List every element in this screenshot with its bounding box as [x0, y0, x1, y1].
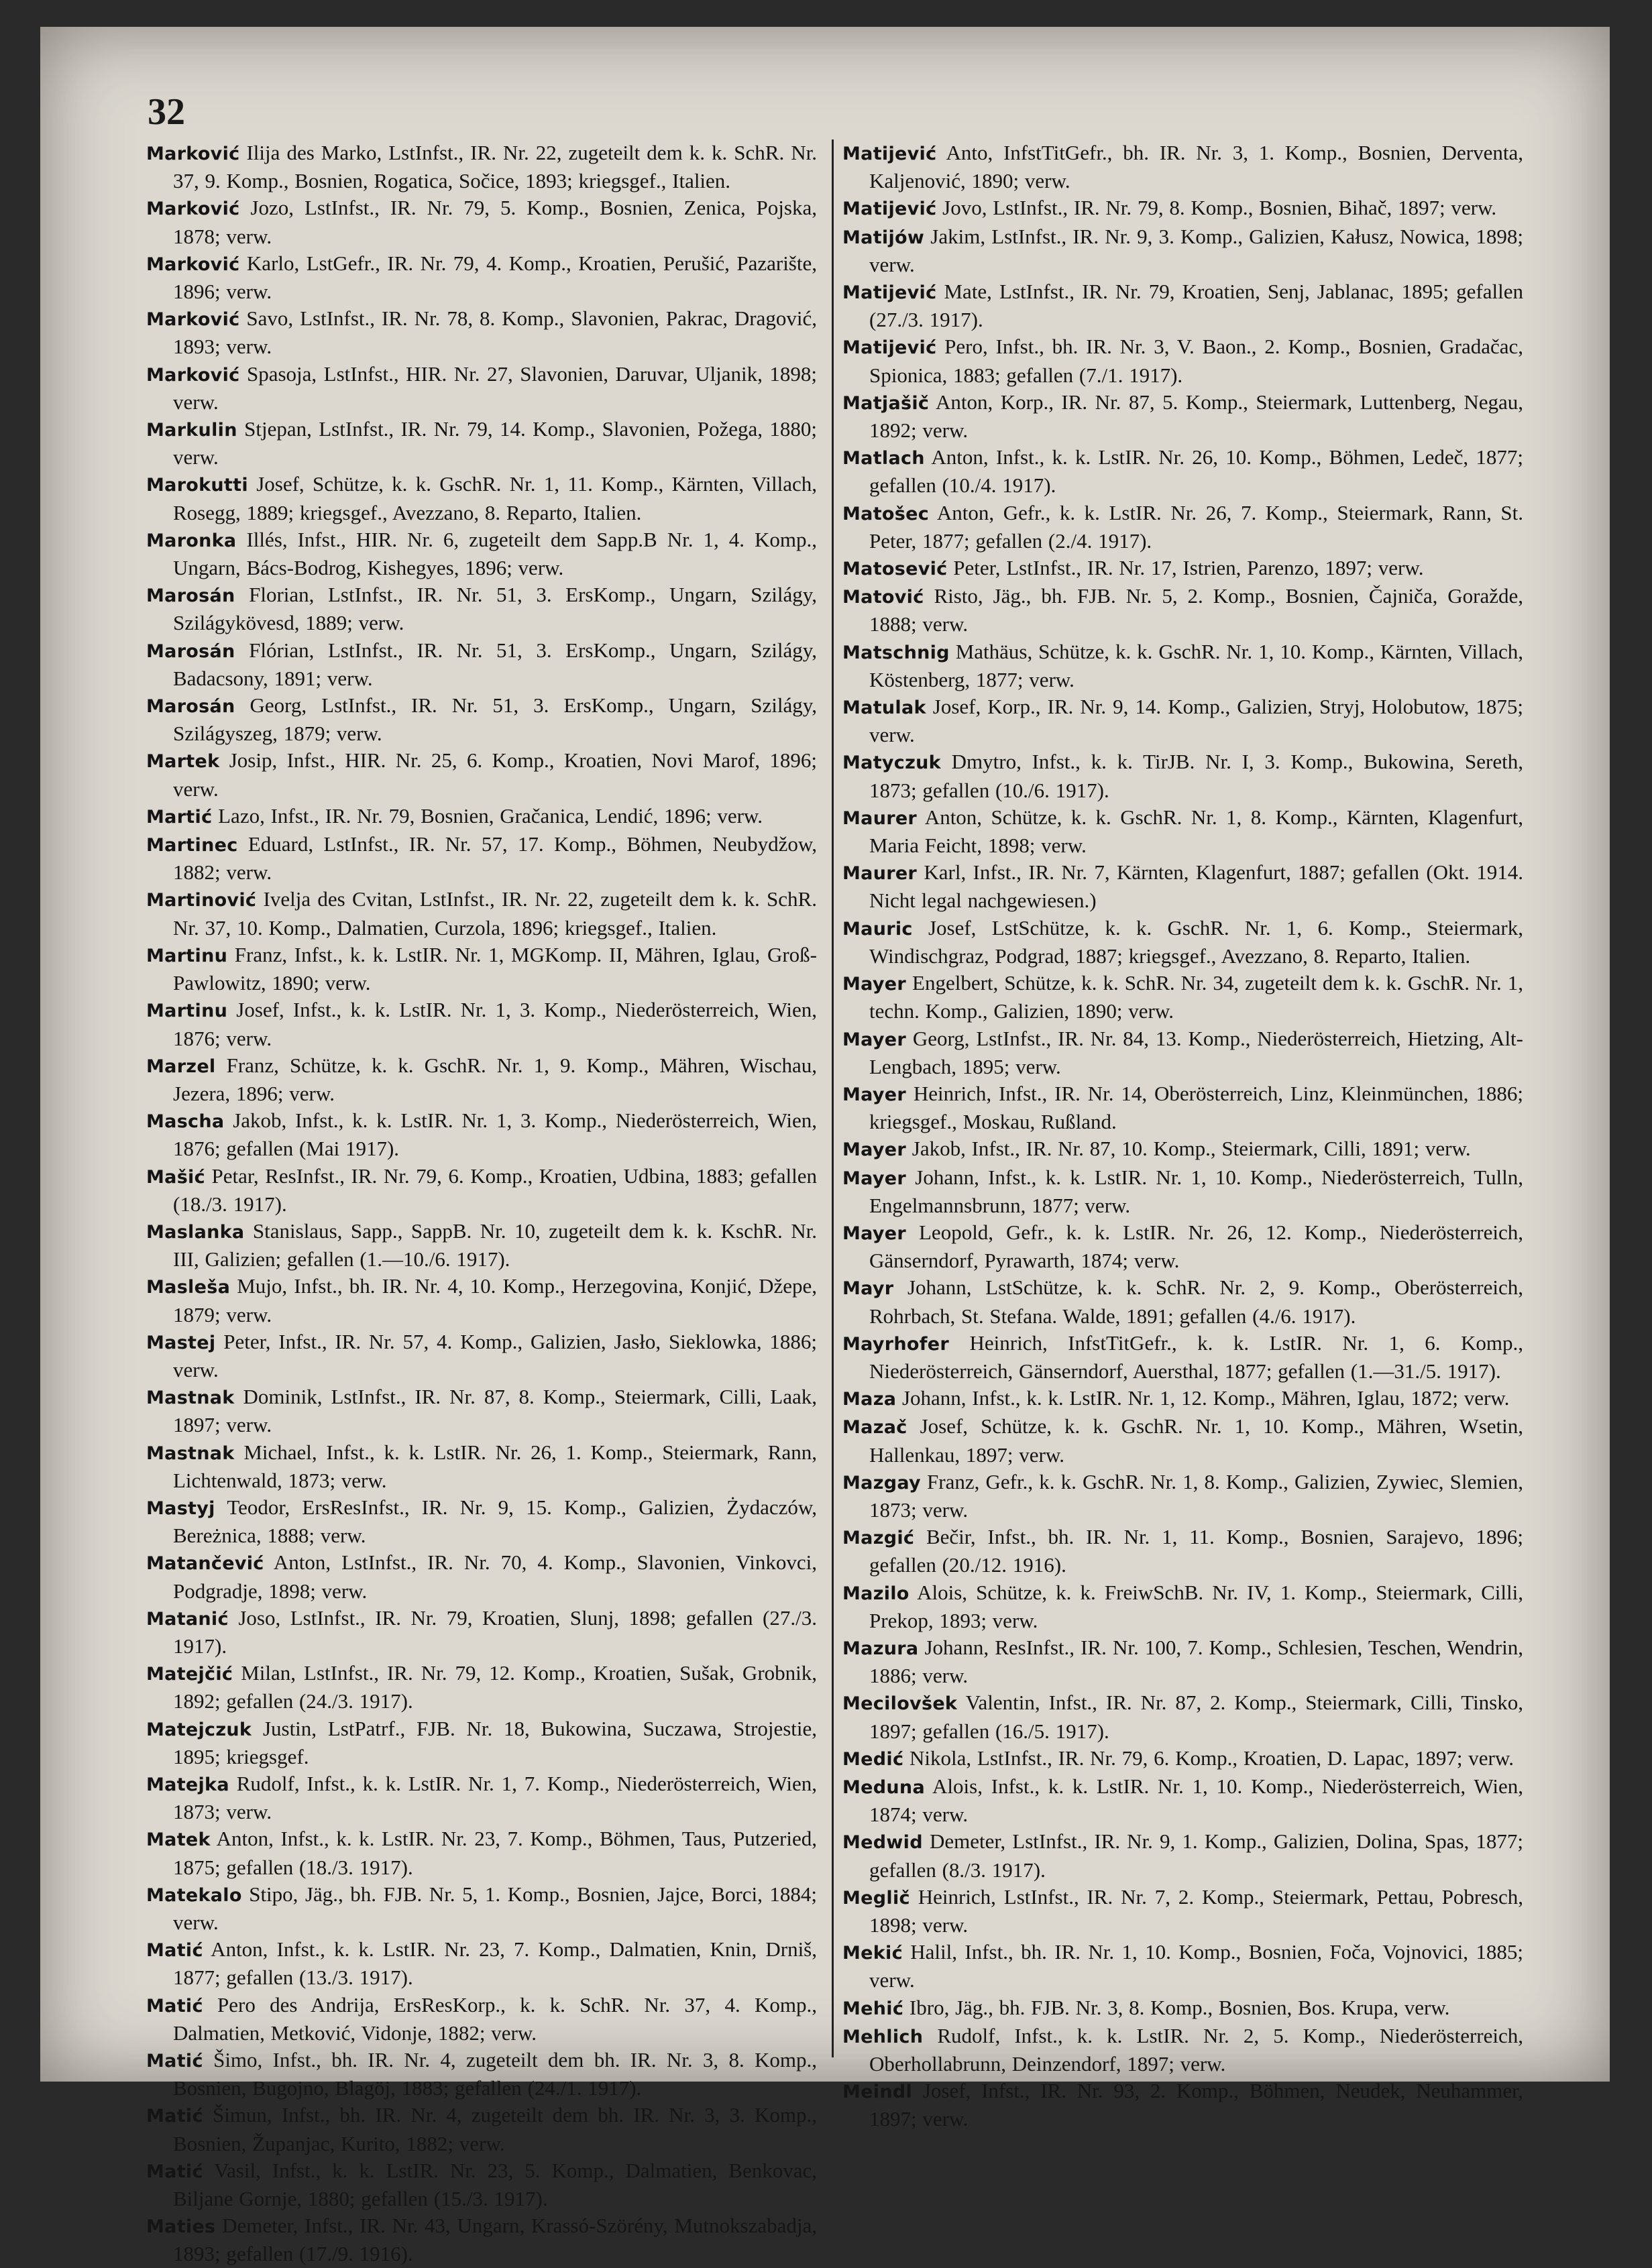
register-entry: [842, 1579, 1523, 1634]
entry-details: Josef, LstSchütze, k. k. GschR. Nr. 1, 6. Komp., Steiermark, Windischgraz, Podgrad, 1887; kriegsgef., Avezzano, 8. Reparto, Italien.: [869, 915, 1523, 968]
register-entry: [146, 305, 817, 360]
register-entry: [842, 139, 1523, 194]
entry-surname: Matulak: [842, 697, 926, 719]
register-entry: [842, 194, 1523, 223]
entry-surname: Matejčić: [146, 1664, 233, 1685]
entry-details: Josip, Infst., HIR. Nr. 25, 6. Komp., Kroatien, Novi Marof, 1896; verw.: [173, 748, 817, 801]
entry-surname: Matijević: [842, 282, 937, 304]
register-entry: [842, 915, 1523, 970]
register-entry: [842, 1689, 1523, 1744]
entry-details: Heinrich, Infst., IR. Nr. 14, Oberösterreich, Linz, Kleinmünchen, 1886; kriegsgef., Moskau, Rußland.: [869, 1081, 1523, 1134]
entry-details: Franz, Infst., k. k. LstIR. Nr. 1, MGKomp. II, Mähren, Iglau, Groß-Pawlowitz, 1890; verw.: [173, 942, 817, 995]
entry-details: Johann, Infst., k. k. LstIR. Nr. 1, 12. Komp., Mähren, Iglau, 1872; verw.: [896, 1386, 1510, 1410]
entry-details: Michael, Infst., k. k. LstIR. Nr. 26, 1. Komp., Steiermark, Rann, Lichtenwald, 1873; verw.: [173, 1440, 817, 1492]
entry-details: Anton, Infst., k. k. LstIR. Nr. 23, 7. Komp., Dalmatien, Knin, Drniš, 1877; gefallen (13./3. 1917).: [173, 1937, 817, 1990]
register-entry: [842, 859, 1523, 914]
entry-surname: Mazgić: [842, 1528, 915, 1549]
entry-surname: Martinu: [146, 945, 228, 966]
entry-details: Eduard, LstInfst., IR. Nr. 57, 17. Komp., Böhmen, Neubydžow, 1882; verw.: [173, 832, 817, 885]
entry-surname: Meduna: [842, 1776, 925, 1798]
entry-details: Karlo, LstGefr., IR. Nr. 79, 4. Komp., Kroatien, Perušić, Pazarište, 1896; verw.: [173, 251, 817, 304]
entry-surname: Mayer: [842, 1029, 906, 1050]
entry-details: Mathäus, Schütze, k. k. GschR. Nr. 1, 10. Komp., Kärnten, Villach, Köstenberg, 1877; verw.: [869, 639, 1523, 691]
entry-surname: Matijów: [842, 227, 925, 248]
entry-details: Leopold, Gefr., k. k. LstIR. Nr. 26, 12. Komp., Niederösterreich, Gänserndorf, Pyrawarth, 1874; verw.: [869, 1220, 1523, 1273]
entry-surname: Mazgay: [842, 1472, 921, 1493]
entry-surname: Marosán: [146, 585, 235, 607]
entry-details: Anton, Korp., IR. Nr. 87, 5. Komp., Steiermark, Luttenberg, Negau, 1892; verw.: [869, 390, 1523, 443]
register-entry: [842, 693, 1523, 748]
entry-details: Jakob, Infst., k. k. LstIR. Nr. 1, 3. Komp., Niederösterreich, Wien, 1876; gefallen (Mai 1917).: [173, 1109, 817, 1161]
register-entry: [146, 1660, 817, 1715]
entry-details: Pero des Andrija, ErsResKorp., k. k. SchR. Nr. 37, 4. Komp., Dalmatien, Metković, Vidonje, 1882; verw.: [173, 1992, 817, 2045]
register-entry: [842, 278, 1523, 333]
entry-details: Josef, Infst., IR. Nr. 93, 2. Komp., Böhmen, Neudek, Neuhammer, 1897; verw.: [869, 2079, 1523, 2131]
entry-surname: Mehlich: [842, 2026, 924, 2047]
register-entry: [842, 1413, 1523, 1468]
entry-details: Anton, Schütze, k. k. GschR. Nr. 1, 8. Komp., Kärnten, Klagenfurt, Maria Feicht, 1898; verw.: [869, 805, 1523, 858]
register-entry: [842, 555, 1523, 583]
register-entry: [146, 803, 817, 831]
register-entry: [146, 1825, 817, 1880]
entry-surname: Marzel: [146, 1056, 216, 1077]
entry-surname: Matić: [146, 2051, 203, 2072]
entry-details: Jozo, LstInfst., IR. Nr. 79, 5. Komp., Bosnien, Zenica, Pojska, 1878; verw.: [173, 196, 817, 248]
right-column: [842, 139, 1523, 2133]
register-entry: [146, 1273, 817, 1328]
entry-surname: Marković: [146, 253, 240, 275]
register-entry: [146, 250, 817, 305]
entry-details: Anton, Infst., k. k. LstIR. Nr. 26, 10. Komp., Böhmen, Ledeč, 1877; gefallen (10./4. 1917).: [869, 445, 1523, 498]
register-entry: [146, 2212, 817, 2267]
register-entry: [146, 1052, 817, 1107]
entry-details: Dmytro, Infst., k. k. TirJB. Nr. I, 3. Komp., Bukowina, Sereth, 1873; gefallen (10./6. 1917).: [869, 750, 1523, 802]
entry-details: Franz, Gefr., k. k. GschR. Nr. 1, 8. Komp., Galizien, Zywiec, Slemien, 1873; verw.: [869, 1469, 1523, 1522]
entry-surname: Matić: [146, 1995, 203, 2017]
entry-details: Alois, Schütze, k. k. FreiwSchB. Nr. IV, 1. Komp., Steiermark, Cilli, Prekop, 1893; verw.: [869, 1580, 1523, 1632]
entry-details: Rudolf, Infst., k. k. LstIR. Nr. 2, 5. Komp., Niederösterreich, Oberhollabrunn, Deinzendorf, 1897; verw.: [869, 2023, 1523, 2076]
register-entry: [146, 2157, 817, 2212]
register-entry: [146, 1107, 817, 1162]
register-entry: [146, 831, 817, 886]
entry-details: Franz, Schütze, k. k. GschR. Nr. 1, 9. Komp., Mähren, Wischau, Jezera, 1896; verw.: [173, 1053, 817, 1105]
entry-details: Heinrich, LstInfst., IR. Nr. 7, 2. Komp., Steiermark, Pettau, Pobresch, 1898; verw.: [869, 1884, 1523, 1937]
register-entry: [146, 581, 817, 636]
entry-surname: Matek: [146, 1829, 211, 1851]
entry-details: Vasil, Infst., k. k. LstIR. Nr. 23, 5. Komp., Dalmatien, Benkovac, Biljane Gornje, 1880; gefallen (15./3. 1917).: [173, 2158, 817, 2211]
entry-surname: Mekić: [842, 1943, 903, 1964]
entry-surname: Matović: [842, 587, 924, 608]
register-entry: [146, 747, 817, 802]
entry-surname: Maurer: [842, 807, 918, 829]
entry-surname: Mastnak: [146, 1442, 235, 1464]
entry-details: Teodor, ErsResInfst., IR. Nr. 9, 15. Komp., Galizien, Żydaczów, Bereżnica, 1888; verw.: [173, 1495, 817, 1548]
entry-surname: Medwid: [842, 1832, 923, 1854]
entry-surname: Mehić: [842, 1998, 904, 2019]
entry-surname: Matijević: [842, 337, 937, 359]
entry-surname: Matjašič: [842, 392, 930, 414]
entry-details: Flórian, LstInfst., IR. Nr. 51, 3. ErsKomp., Ungarn, Szilágy, Badacsony, 1891; verw.: [173, 638, 817, 690]
entry-details: Anton, LstInfst., IR. Nr. 70, 4. Komp., Slavonien, Vinkovci, Podgradje, 1898; verw.: [173, 1550, 817, 1603]
entry-details: Lazo, Infst., IR. Nr. 79, Bosnien, Gračanica, Lendić, 1896; verw.: [212, 803, 763, 828]
entry-surname: Mastej: [146, 1332, 216, 1353]
entry-details: Josef, Korp., IR. Nr. 9, 14. Komp., Galizien, Stryj, Holobutow, 1875; verw.: [869, 695, 1523, 747]
register-entry: [146, 416, 817, 471]
entry-surname: Matlach: [842, 448, 925, 469]
register-entry: [146, 2047, 817, 2102]
entry-details: Savo, LstInfst., IR. Nr. 78, 8. Komp., Slavonien, Pakrac, Dragović, 1893; verw.: [173, 306, 817, 359]
entry-surname: Marosán: [146, 640, 235, 662]
register-entry: [146, 1715, 817, 1770]
register-entry: [842, 748, 1523, 803]
entry-surname: Mayer: [842, 974, 906, 995]
entry-details: Anto, InfstTitGefr., bh. IR. Nr. 3, 1. Komp., Bosnien, Derventa, Kaljenović, 1890; verw.: [869, 141, 1523, 193]
entry-surname: Marković: [146, 364, 240, 386]
register-entry: [842, 1135, 1523, 1164]
register-entry: [146, 1936, 817, 1991]
register-entry: [842, 1524, 1523, 1579]
entry-surname: Maronka: [146, 530, 237, 551]
register-entry: [146, 2102, 817, 2157]
entry-surname: Matyczuk: [842, 752, 941, 774]
entry-details: Ibro, Jäg., bh. FJB. Nr. 3, 8. Komp., Bosnien, Bos. Krupa, verw.: [903, 1995, 1450, 2019]
entry-surname: Mazilo: [842, 1583, 910, 1604]
entry-details: Peter, Infst., IR. Nr. 57, 4. Komp., Galizien, Jasło, Sieklowka, 1886; verw.: [173, 1329, 817, 1381]
entry-surname: Matić: [146, 2161, 203, 2182]
entry-details: Nikola, LstInfst., IR. Nr. 79, 6. Komp., Kroatien, D. Lapac, 1897; verw.: [903, 1746, 1514, 1770]
entry-surname: Mayer: [842, 1223, 906, 1244]
entry-surname: Mascha: [146, 1111, 225, 1133]
entry-surname: Maza: [842, 1389, 897, 1410]
column-divider: [832, 139, 834, 2057]
register-entry: [146, 526, 817, 581]
entry-surname: Maurer: [842, 863, 918, 885]
entry-details: Petar, ResInfst., IR. Nr. 79, 6. Komp., Kroatien, Udbina, 1883; gefallen (18./3. 1917).: [173, 1164, 817, 1216]
register-entry: [842, 1025, 1523, 1080]
register-entry: [146, 1218, 817, 1273]
register-entry: [842, 223, 1523, 278]
register-entry: [842, 389, 1523, 444]
entry-surname: Mayer: [842, 1084, 906, 1105]
entry-surname: Mazura: [842, 1638, 919, 1659]
entry-details: Heinrich, InfstTitGefr., k. k. LstIR. Nr. 1, 6. Komp., Niederösterreich, Gänserndorf, Auersthal, 1877; gefallen (1.—31./5. 1917).: [869, 1330, 1523, 1383]
register-entry: [146, 1163, 817, 1218]
register-entry: [842, 583, 1523, 638]
register-entry: [842, 1939, 1523, 1994]
entry-details: Jakob, Infst., IR. Nr. 87, 10. Komp., Steiermark, Cilli, 1891; verw.: [906, 1137, 1471, 1161]
register-entry: [146, 1549, 817, 1604]
entry-surname: Mecilovšek: [842, 1693, 958, 1715]
entry-details: Jakim, LstInfst., IR. Nr. 9, 3. Komp., Galizien, Kałusz, Nowica, 1898; verw.: [869, 224, 1523, 276]
register-entry: [146, 1881, 817, 1936]
entry-surname: Marokutti: [146, 475, 248, 496]
entry-surname: Matančević: [146, 1553, 264, 1575]
entry-details: Anton, Infst., k. k. LstIR. Nr. 23, 7. Komp., Böhmen, Taus, Putzeried, 1875; gefallen (18./3. 1917).: [173, 1827, 817, 1879]
entry-surname: Matejka: [146, 1774, 229, 1795]
entry-details: Illés, Infst., HIR. Nr. 6, zugeteilt dem Sapp.B Nr. 1, 4. Komp., Ungarn, Bács-Bodrog, Kishegyes, 1896; verw.: [173, 527, 817, 580]
entry-surname: Martinović: [146, 890, 257, 911]
page-number: 32: [148, 91, 185, 133]
register-entry: [842, 970, 1523, 1025]
entry-details: Joso, LstInfst., IR. Nr. 79, Kroatien, Slunj, 1898; gefallen (27./3. 1917).: [173, 1605, 817, 1658]
entry-surname: Mastyj: [146, 1497, 215, 1519]
entry-details: Mujo, Infst., bh. IR. Nr. 4, 10. Komp., Herzegovina, Konjić, Džepe, 1879; verw.: [173, 1274, 817, 1326]
entry-details: Karl, Infst., IR. Nr. 7, Kärnten, Klagenfurt, 1887; gefallen (Okt. 1914. Nicht legal nachgewiesen.): [869, 860, 1523, 913]
register-entry: [146, 997, 817, 1052]
register-entry: [842, 1994, 1523, 2023]
entry-surname: Martinec: [146, 835, 238, 856]
entry-details: Šimun, Infst., bh. IR. Nr. 4, zugeteilt dem bh. IR. Nr. 3, 3. Komp., Bosnien, Županjac, Kurito, 1882; verw.: [173, 2103, 817, 2155]
register-entry: [146, 886, 817, 941]
register-entry: [842, 638, 1523, 693]
entry-surname: Maties: [146, 2216, 216, 2238]
entry-surname: Matijević: [842, 199, 937, 220]
entry-surname: Matošec: [842, 503, 930, 524]
entry-surname: Mayer: [842, 1168, 906, 1189]
entry-details: Johann, LstSchütze, k. k. SchR. Nr. 2, 9. Komp., Oberösterreich, Rohrbach, St. Stefana. Walde, 1891; gefallen (4./6. 1917).: [869, 1275, 1523, 1328]
register-entry: [842, 1773, 1523, 1828]
entry-surname: Mayer: [842, 1139, 906, 1161]
register-entry: [842, 2023, 1523, 2078]
entry-surname: Markulin: [146, 420, 237, 441]
entry-surname: Mayr: [842, 1278, 894, 1300]
register-entry: [842, 1164, 1523, 1219]
left-column: [146, 139, 817, 2268]
entry-details: Šimo, Infst., bh. IR. Nr. 4, zugeteilt dem bh. IR. Nr. 3, 8. Komp., Bosnien, Bugojno, Blagöj, 1883; gefallen (24./1. 1917).: [173, 2048, 817, 2100]
entry-surname: Meglič: [842, 1887, 910, 1909]
entry-details: Ivelja des Cvitan, LstInfst., IR. Nr. 22, zugeteilt dem k. k. SchR. Nr. 37, 10. Komp., Dalmatien, Curzola, 1896; kriegsgef., Italien.: [173, 887, 817, 940]
entry-surname: Mazač: [842, 1417, 907, 1438]
entry-surname: Martinu: [146, 1001, 228, 1022]
entry-details: Rudolf, Infst., k. k. LstIR. Nr. 1, 7. Komp., Niederösterreich, Wien, 1873; verw.: [173, 1771, 817, 1824]
entry-surname: Matić: [146, 2106, 203, 2127]
register-entry: [146, 194, 817, 249]
entry-surname: Matekalo: [146, 1884, 242, 1906]
register-entry: [842, 1219, 1523, 1274]
entry-surname: Matosević: [842, 559, 948, 580]
entry-surname: Mastnak: [146, 1387, 235, 1409]
register-entry: [842, 1828, 1523, 1883]
register-entry: [146, 471, 817, 526]
entry-details: Johann, Infst., k. k. LstIR. Nr. 1, 10. Komp., Niederösterreich, Tulln, Engelmannsbrunn, 1877; verw.: [869, 1165, 1523, 1217]
entry-surname: Martek: [146, 751, 220, 773]
entry-details: Milan, LstInfst., IR. Nr. 79, 12. Komp., Kroatien, Sušak, Grobnik, 1892; gefallen (24./3. 1917).: [173, 1661, 817, 1713]
register-entry: [842, 500, 1523, 555]
entry-details: Alois, Infst., k. k. LstIR. Nr. 1, 10. Komp., Niederösterreich, Wien, 1874; verw.: [869, 1774, 1523, 1827]
register-entry: [146, 1992, 817, 2047]
register-entry: [146, 1383, 817, 1438]
entry-details: Georg, LstInfst., IR. Nr. 51, 3. ErsKomp., Ungarn, Szilágy, Szilágyszeg, 1879; verw.: [173, 693, 817, 746]
entry-details: Justin, LstPatrf., FJB. Nr. 18, Bukowina, Suczawa, Strojestie, 1895; kriegsgef.: [173, 1716, 817, 1768]
entry-details: Valentin, Infst., IR. Nr. 87, 2. Komp., Steiermark, Cilli, Tinsko, 1897; gefallen (16./5. 1917).: [869, 1691, 1523, 1743]
entry-surname: Martić: [146, 806, 213, 828]
entry-surname: Matejczuk: [146, 1719, 252, 1740]
register-entry: [842, 1274, 1523, 1329]
register-entry: [842, 1884, 1523, 1939]
entry-surname: Marković: [146, 199, 240, 220]
entry-details: Josef, Schütze, k. k. GschR. Nr. 1, 10. Komp., Mähren, Wsetin, Hallenkau, 1897; verw.: [869, 1414, 1523, 1467]
entry-details: Risto, Jäg., bh. FJB. Nr. 5, 2. Komp., Bosnien, Čajniča, Goražde, 1888; verw.: [869, 584, 1523, 636]
register-entry: [146, 1328, 817, 1383]
register-entry: [146, 692, 817, 747]
entry-surname: Mauric: [842, 918, 913, 940]
entry-surname: Matschnig: [842, 642, 950, 663]
register-entry: [146, 942, 817, 997]
entry-surname: Medić: [842, 1748, 904, 1770]
register-entry: [842, 1634, 1523, 1689]
entry-surname: Meindl: [842, 2082, 913, 2103]
entry-details: Pero, Infst., bh. IR. Nr. 3, V. Baon., 2. Komp., Bosnien, Gradačac, Spionica, 1883; gefallen (7./1. 1917).: [869, 335, 1523, 387]
entry-details: Georg, LstInfst., IR. Nr. 84, 13. Komp., Niederösterreich, Hietzing, Alt-Lengbach, 1895; verw.: [869, 1026, 1523, 1078]
register-entry: [842, 1080, 1523, 1135]
entry-details: Bečir, Infst., bh. IR. Nr. 1, 11. Komp., Bosnien, Sarajevo, 1896; gefallen (20./12. 1916).: [869, 1525, 1523, 1577]
register-entry: [842, 1745, 1523, 1773]
register-entry: [146, 1494, 817, 1549]
register-entry: [146, 637, 817, 692]
entry-details: Stanislaus, Sapp., SappB. Nr. 10, zugeteilt dem k. k. KschR. Nr. III, Galizien; gefallen (1.—10./6. 1917).: [173, 1218, 817, 1271]
register-entry: [842, 1385, 1523, 1413]
entry-details: Spasoja, LstInfst., HIR. Nr. 27, Slavonien, Daruvar, Uljanik, 1898; verw.: [173, 361, 817, 414]
register-entry: [146, 1439, 817, 1494]
entry-details: Florian, LstInfst., IR. Nr. 51, 3. ErsKomp., Ungarn, Szilágy, Szilágykövesd, 1889; verw.: [173, 583, 817, 635]
entry-details: Halil, Infst., bh. IR. Nr. 1, 10. Komp., Bosnien, Foča, Vojnovici, 1885; verw.: [869, 1940, 1523, 1992]
register-entry: [842, 333, 1523, 388]
entry-details: Jovo, LstInfst., IR. Nr. 79, 8. Komp., Bosnien, Bihač, 1897; verw.: [936, 196, 1497, 220]
entry-details: Demeter, Infst., IR. Nr. 43, Ungarn, Krassó-Szörény, Mutnokszabadja, 1893; gefallen (17./9. 1916).: [173, 2214, 817, 2266]
entry-details: Johann, ResInfst., IR. Nr. 100, 7. Komp., Schlesien, Teschen, Wendrin, 1886; verw.: [869, 1635, 1523, 1688]
register-entry: [146, 361, 817, 416]
entry-details: Stjepan, LstInfst., IR. Nr. 79, 14. Komp., Slavonien, Požega, 1880; verw.: [173, 417, 817, 469]
entry-details: Anton, Gefr., k. k. LstIR. Nr. 26, 7. Komp., Steiermark, Rann, St. Peter, 1877; gefallen (2./4. 1917).: [869, 500, 1523, 553]
entry-surname: Matanić: [146, 1608, 229, 1630]
entry-details: Engelbert, Schütze, k. k. SchR. Nr. 34, zugeteilt dem k. k. GschR. Nr. 1, techn. Komp., Galizien, 1890; verw.: [869, 971, 1523, 1023]
register-entry: [146, 139, 817, 194]
entry-surname: Mašić: [146, 1166, 205, 1188]
entry-details: Peter, LstInfst., IR. Nr. 17, Istrien, Parenzo, 1897; verw.: [947, 556, 1424, 580]
entry-surname: Matić: [146, 1940, 203, 1962]
entry-surname: Maslanka: [146, 1221, 245, 1243]
register-entry: [842, 444, 1523, 499]
entry-surname: Marković: [146, 309, 240, 331]
entry-details: Demeter, LstInfst., IR. Nr. 9, 1. Komp., Galizien, Dolina, Spas, 1877; gefallen (8./3. 1917).: [869, 1829, 1523, 1882]
entry-surname: Matijević: [842, 144, 937, 164]
entry-details: Ilija des Marko, LstInfst., IR. Nr. 22, zugeteilt dem k. k. SchR. Nr. 37, 9. Komp., Bosnien, Rogatica, Sočice, 1893; kriegsgef., Italien.: [173, 141, 817, 193]
entry-surname: Marković: [146, 144, 240, 164]
register-entry: [842, 2078, 1523, 2133]
entry-surname: Masleša: [146, 1277, 231, 1298]
register-entry: [146, 1770, 817, 1825]
entry-details: Mate, LstInfst., IR. Nr. 79, Kroatien, Senj, Jablanac, 1895; gefallen (27./3. 1917).: [869, 280, 1523, 332]
register-entry: [146, 1605, 817, 1660]
entry-surname: Mayrhofer: [842, 1333, 950, 1355]
entry-details: Dominik, LstInfst., IR. Nr. 87, 8. Komp., Steiermark, Cilli, Laak, 1897; verw.: [173, 1385, 817, 1437]
entry-details: Stipo, Jäg., bh. FJB. Nr. 5, 1. Komp., Bosnien, Jajce, Borci, 1884; verw.: [173, 1882, 817, 1934]
scanned-page: [40, 27, 1610, 2266]
register-entry: [842, 804, 1523, 859]
entry-details: Josef, Infst., k. k. LstIR. Nr. 1, 3. Komp., Niederösterreich, Wien, 1876; verw.: [173, 998, 817, 1050]
register-entry: [842, 1330, 1523, 1385]
entry-details: Josef, Schütze, k. k. GschR. Nr. 1, 11. Komp., Kärnten, Villach, Rosegg, 1889; kriegsgef., Avezzano, 8. Reparto, Italien.: [173, 472, 817, 524]
register-entry: [842, 1469, 1523, 1524]
entry-surname: Marosán: [146, 696, 235, 718]
